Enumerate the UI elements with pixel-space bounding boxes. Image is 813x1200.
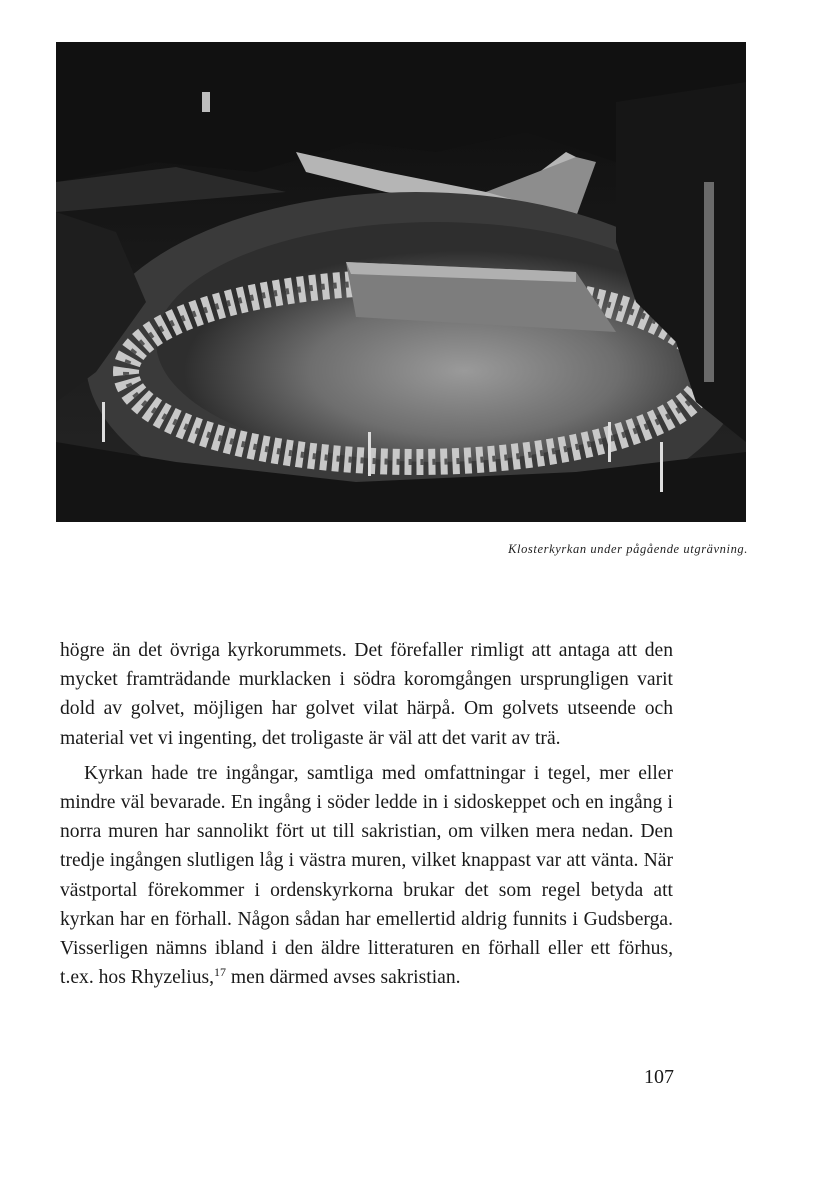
paragraph-2 (60, 759, 673, 993)
figure-caption: Klosterkyrkan under pågående utgrävning. (508, 542, 748, 556)
paragraph-2-text: Kyrkan hade tre ingångar, samtliga med omfattningar i tegel, mer eller mindre väl bevarade. En ingång i söder ledde in i sidoskeppet och en ingång i norra muren har sannolikt fört ut till sakristian, om vilken mera nedan. Den tredje ingången slutligen låg i västra muren, vilket knappast var att vänta. När västportal förekommer i ordenskyrkorna brukar det som regel betyda att kyrkan har en förhall. Någon sådan har emellertid aldrig funnits i Gudsberga. Visserligen nämns ibland i den äldre litteraturen en förhall eller ett förhus, t.ex. hos Rhyzelius, (60, 762, 673, 989)
excavation-photo-image (56, 42, 746, 522)
paragraph-1: högre än det övriga kyrkorummets. Det förefaller rimligt att antaga att den mycket framträdande murklacken i södra koromgången ursprungligen varit dold av golvet, möjligen har golvet vilat härpå. Om golvets utseende och material vet vi ingenting, det troligaste är väl att det varit av trä. (60, 640, 673, 749)
body-text (60, 636, 673, 992)
paragraph-2-end: men därmed avses sakristian. (226, 967, 461, 989)
excavation-photo (56, 42, 746, 522)
footnote-reference: 17 (214, 965, 227, 980)
page-number: 107 (644, 1066, 674, 1088)
